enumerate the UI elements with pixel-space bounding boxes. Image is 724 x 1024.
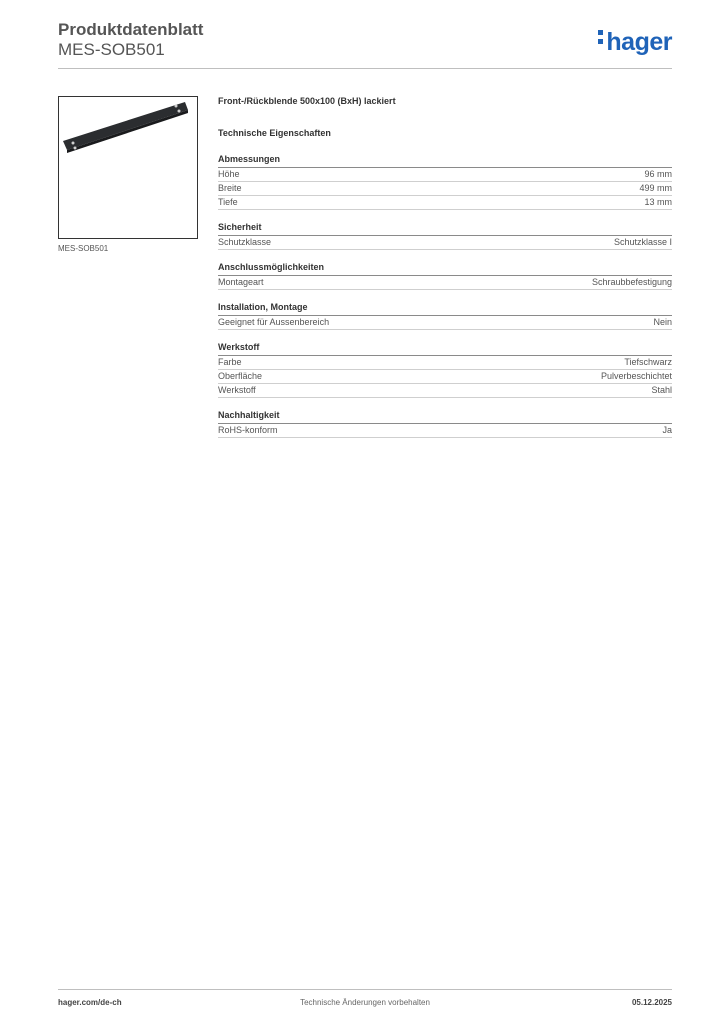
- group-title: Abmessungen: [218, 154, 672, 168]
- article-number: MES-SOB501: [58, 40, 165, 59]
- property-groups: [218, 154, 672, 438]
- property-value: 499 mm: [639, 183, 672, 193]
- group-title: Werkstoff: [218, 342, 672, 356]
- property-row: [218, 370, 672, 384]
- hager-logo: [598, 28, 672, 56]
- property-label: Geeignet für Aussenbereich: [218, 317, 330, 327]
- property-label: Montageart: [218, 277, 264, 287]
- logo-colon-icon: [598, 26, 604, 48]
- header-divider: [58, 68, 672, 69]
- property-label: Höhe: [218, 169, 240, 179]
- property-row: [218, 356, 672, 370]
- property-row: [218, 384, 672, 398]
- logo-text: hager: [606, 28, 672, 56]
- image-caption: MES-SOB501: [58, 244, 109, 253]
- property-value: 13 mm: [644, 197, 672, 207]
- property-value: Stahl: [651, 385, 672, 395]
- section-title: Technische Eigenschaften: [218, 128, 331, 138]
- property-value: Pulverbeschichtet: [600, 371, 672, 381]
- front-panel-product-image: [59, 97, 197, 238]
- property-label: Farbe: [218, 357, 242, 367]
- property-value: Schraubbefestigung: [591, 277, 672, 287]
- product-data: [218, 96, 672, 438]
- document-title: Produktdatenblatt: [58, 20, 204, 39]
- property-row: [218, 196, 672, 210]
- product-name: Front-/Rückblende 500x100 (BxH) lackiert: [218, 96, 396, 106]
- property-value: Tiefschwarz: [624, 357, 672, 367]
- footer-website: hager.com/de-ch: [58, 998, 122, 1007]
- group-title: Sicherheit: [218, 222, 672, 236]
- property-label: Breite: [218, 183, 242, 193]
- product-image: [58, 96, 198, 239]
- property-value: Nein: [653, 317, 672, 327]
- property-row: [218, 236, 672, 250]
- property-row: [218, 316, 672, 330]
- property-label: Tiefe: [218, 197, 238, 207]
- property-row: [218, 276, 672, 290]
- footer-divider: [58, 989, 672, 990]
- property-label: Werkstoff: [218, 385, 256, 395]
- property-label: Schutzklasse: [218, 237, 272, 247]
- property-row: [218, 424, 672, 438]
- property-value: Ja: [662, 425, 672, 435]
- property-row: [218, 182, 672, 196]
- group-title: Installation, Montage: [218, 302, 672, 316]
- property-row: [218, 168, 672, 182]
- footer-note: Technische Änderungen vorbehalten: [300, 998, 430, 1007]
- group-title: Anschlussmöglichkeiten: [218, 262, 672, 276]
- footer-date: 05.12.2025: [631, 998, 672, 1007]
- property-value: Schutzklasse I: [613, 237, 672, 247]
- property-label: RoHS-konform: [218, 425, 278, 435]
- document-header: [58, 20, 203, 60]
- group-title: Nachhaltigkeit: [218, 410, 672, 424]
- property-value: 96 mm: [644, 169, 672, 179]
- property-label: Oberfläche: [218, 371, 263, 381]
